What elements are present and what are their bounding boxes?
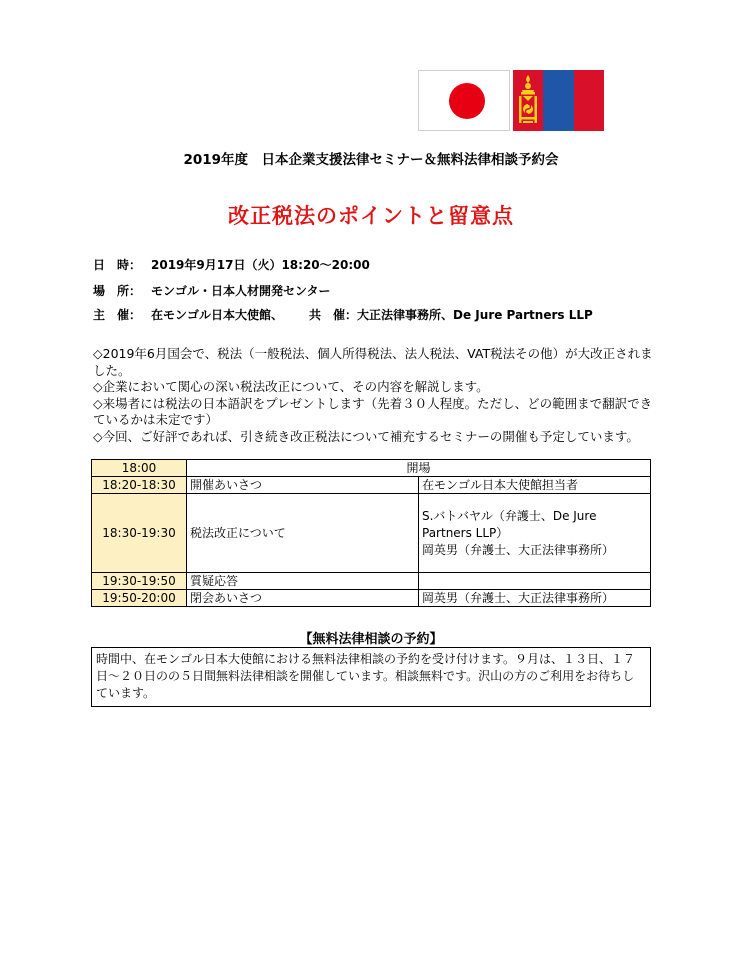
- consultation-body: 時間中、在モンゴル日本大使館における無料法律相談の予約を受け付けます。９月は、１３日、１７日〜２０日のの５日間無料法律相談を開催しています。相談無料です。沢山の方のご利用をお待ちしています。: [91, 647, 651, 707]
- schedule-open-label: 開場: [187, 460, 651, 477]
- schedule-speaker: [419, 494, 651, 573]
- host-value: 在モンゴル日本大使館、: [151, 308, 284, 322]
- schedule-time: 18:00: [92, 460, 187, 477]
- schedule-topic: 開催あいさつ: [187, 477, 419, 494]
- seminar-subtitle: 2019年度 日本企業支援法律セミナー＆無料法律相談予約会: [183, 152, 559, 168]
- schedule-row: [92, 494, 651, 573]
- mongolia-flag: [513, 70, 604, 131]
- schedule-speaker: 岡英男（弁護士、大正法律事務所）: [419, 590, 651, 607]
- schedule-row: [92, 590, 651, 607]
- description-line: ◇来場者には税法の日本語訳をプレゼントします（先着３０人程度。ただし、どの範囲まで翻訳できているかは未定です）: [93, 395, 653, 428]
- schedule-speaker: 在モンゴル日本大使館担当者: [419, 477, 651, 494]
- description-line: ◇今回、ご好評であれば、引き続き改正税法について補充するセミナーの開催も予定しています。: [93, 428, 639, 444]
- cohost-value: 大正法律事務所、De Jure Partners LLP: [357, 308, 593, 322]
- schedule-row: [92, 573, 651, 590]
- japan-flag: [418, 70, 510, 131]
- cohost-label: 共 催：: [309, 308, 358, 322]
- place-row: [93, 282, 331, 299]
- mongolia-flag-left-band: [513, 70, 543, 131]
- seminar-title: 改正税法のポイントと留意点: [228, 204, 514, 228]
- schedule-row: [92, 477, 651, 494]
- place-label: 場 所：: [93, 284, 142, 298]
- seminar-description: [93, 346, 653, 446]
- date-label: 日 時：: [93, 258, 142, 272]
- schedule-speaker-1: S.バトバヤル（弁護士、De Jure Partners LLP）: [422, 508, 597, 540]
- host-label: 主 催：: [93, 308, 142, 322]
- soyombo-icon: [518, 74, 538, 126]
- schedule-time: 19:30-19:50: [92, 573, 187, 590]
- schedule-table: [91, 459, 651, 607]
- date-value: 2019年9月17日（火）18:20〜20:00: [151, 258, 370, 272]
- place-value: モンゴル・日本人材開発センター: [151, 284, 331, 298]
- schedule-row-open: [92, 460, 651, 477]
- date-row: [93, 256, 370, 273]
- mongolia-flag-center-band: [543, 70, 573, 131]
- consultation-heading: 【無料法律相談の予約】: [299, 632, 443, 647]
- schedule-time: 18:30-19:30: [92, 494, 187, 573]
- schedule-topic: 質疑応答: [187, 573, 419, 590]
- schedule-speaker-2: 岡英男（弁護士、大正法律事務所）: [422, 542, 615, 557]
- schedule-topic: 閉会あいさつ: [187, 590, 419, 607]
- description-line: ◇企業において関心の深い税法改正について、その内容を解説します。: [93, 379, 489, 395]
- host-row: [93, 306, 593, 323]
- japan-flag-sun: [449, 83, 485, 119]
- description-line: ◇2019年6月国会で、税法（一般税法、個人所得税法、法人税法、VAT税法その他）が大改正されました。: [93, 346, 653, 378]
- schedule-topic: 税法改正について: [187, 494, 419, 573]
- mongolia-flag-right-band: [574, 70, 604, 131]
- schedule-speaker: [419, 573, 651, 590]
- schedule-time: 18:20-18:30: [92, 477, 187, 494]
- schedule-time: 19:50-20:00: [92, 590, 187, 607]
